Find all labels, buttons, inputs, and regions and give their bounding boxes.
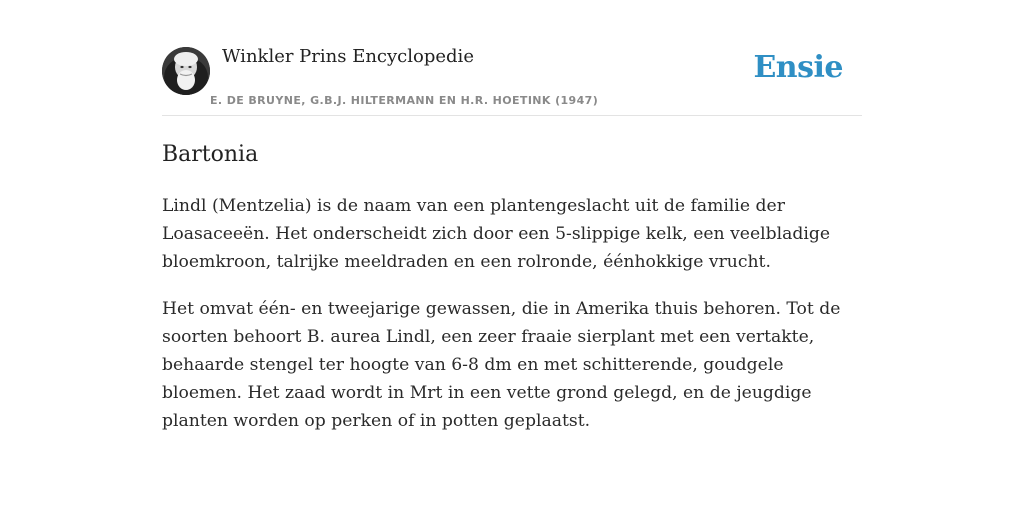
author-avatar[interactable] [162,47,210,95]
entry-body [162,192,862,435]
entry-paragraph: Lindl (Mentzelia) is de naam van een plantengeslacht uit de familie der Loasaceeën. Het onderscheidt zich door een 5-slippige kelk, een veelbladige bloemkroon, talrijke meeldraden en een rolronde, éénhokkige vrucht. [162,196,831,272]
source-authors: E. DE BRUYNE, G.B.J. HILTERMANN EN H.R. HOETINK (1947) [210,94,599,107]
entry-title: Bartonia [162,142,259,167]
entry-paragraph: Het omvat één- en tweejarige gewassen, die in Amerika thuis behoren. Tot de soorten behoort B. aurea Lindl, een zeer fraaie sierplant met een vertakte, behaarde stengel ter hoogte van 6-8 dm en met schitterende, goudgele bloemen. Het zaad wordt in Mrt in een vette grond gelegd, en de jeugdige planten worden op perken of in potten geplaatst. [162,299,841,431]
source-title[interactable]: Winkler Prins Encyclopedie [222,46,474,67]
source-header [162,40,862,116]
content-container [162,40,862,435]
portrait-icon [162,47,210,95]
ensie-logo-link[interactable]: Ensie [753,50,843,85]
